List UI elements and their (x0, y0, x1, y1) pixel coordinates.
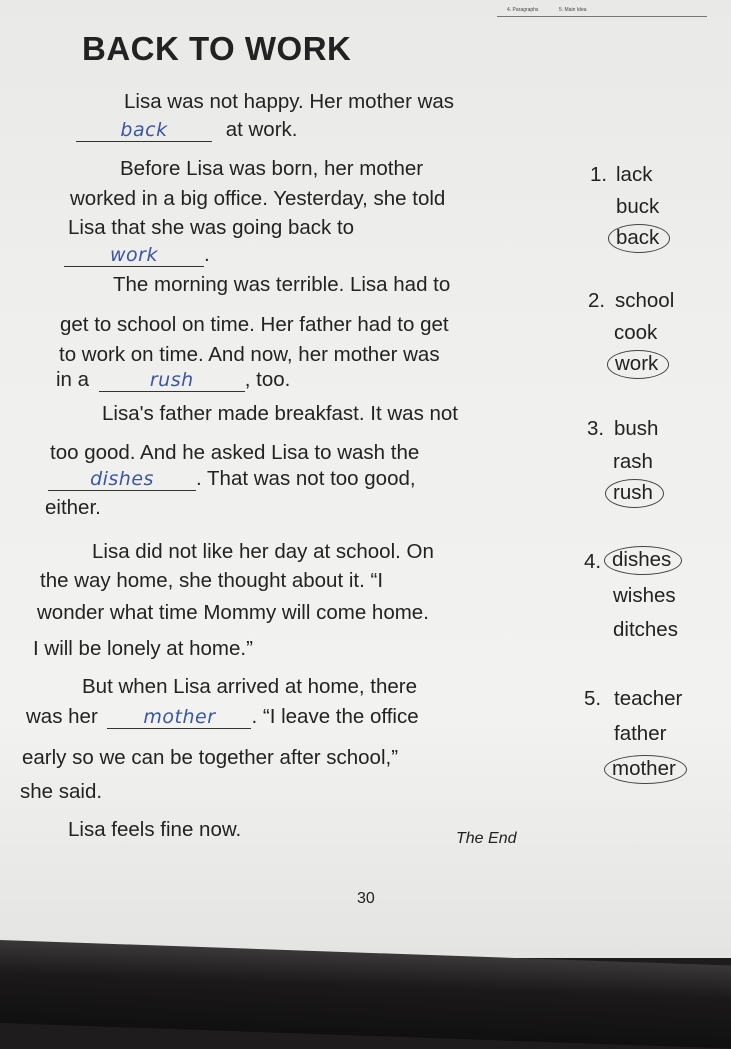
choice-number: 2. (588, 289, 606, 312)
tab-paragraphs: 4. Paragraphs (507, 7, 539, 13)
choice-option: lack (616, 163, 653, 186)
choice-option: cook (614, 321, 658, 344)
answer-blank-2: work (64, 244, 204, 267)
choice-option: teacher (614, 687, 683, 710)
choice-option: rash (613, 450, 653, 473)
story-line: Lisa that she was going back to (68, 216, 355, 239)
story-line: I will be lonely at home.” (33, 637, 253, 660)
header-tabs (497, 4, 707, 17)
answer-blank-1: back (76, 119, 212, 142)
story-line: But when Lisa arrived at home, there (82, 675, 418, 698)
page-title: BACK TO WORK (82, 30, 352, 67)
story-line: Lisa did not like her day at school. On (92, 540, 434, 563)
choice-number: 4. (584, 550, 602, 573)
story-line: either. (45, 496, 101, 519)
choice-option: school (615, 289, 675, 312)
circled-choice: back (608, 224, 670, 253)
choice-option: wishes (613, 584, 676, 607)
story-line: Lisa's father made breakfast. It was not (102, 402, 459, 425)
story-line: back at work. (76, 118, 297, 142)
answer-blank-3: rush (99, 369, 245, 392)
story-line: wonder what time Mommy will come home. (37, 601, 429, 624)
story-line: Lisa feels fine now. (68, 818, 242, 841)
choice-option: father (614, 722, 667, 745)
story-line: she said. (20, 780, 103, 803)
story-line: dishes . That was not too good, (48, 467, 416, 491)
story-line: work . (64, 243, 210, 267)
story-line: was her mother . “I leave the office (26, 705, 419, 728)
circled-choice: dishes (604, 546, 682, 575)
story-line: too good. And he asked Lisa to wash the (50, 441, 420, 464)
the-end-label: The End (456, 830, 517, 847)
choice-number: 1. (590, 163, 608, 186)
answer-blank-4: dishes (48, 468, 196, 491)
choice-number: 5. (584, 687, 602, 710)
story-line: get to school on time. Her father had to get (60, 313, 449, 336)
choice-option: ditches (613, 618, 678, 641)
circled-choice: work (607, 350, 669, 379)
story-line: worked in a big office. Yesterday, she told (70, 187, 446, 210)
circled-choice: rush (605, 479, 664, 508)
story-line: The morning was terrible. Lisa had to (113, 273, 451, 296)
story-line: Lisa was not happy. Her mother was (124, 90, 455, 113)
story-line: in a rush , too. (56, 368, 291, 391)
story-line: the way home, she thought about it. “I (40, 569, 384, 592)
story-line: to work on time. And now, her mother was (59, 343, 440, 366)
choice-option: bush (614, 417, 659, 440)
choice-option: buck (616, 195, 660, 218)
answer-blank-5: mother (107, 706, 251, 729)
story-line: Before Lisa was born, her mother (120, 157, 424, 180)
tab-main-idea: 5. Main Idea (559, 7, 587, 13)
page-number: 30 (357, 890, 375, 907)
story-line: early so we can be together after school,” (22, 746, 399, 769)
choice-number: 3. (587, 417, 605, 440)
circled-choice: mother (604, 755, 687, 784)
